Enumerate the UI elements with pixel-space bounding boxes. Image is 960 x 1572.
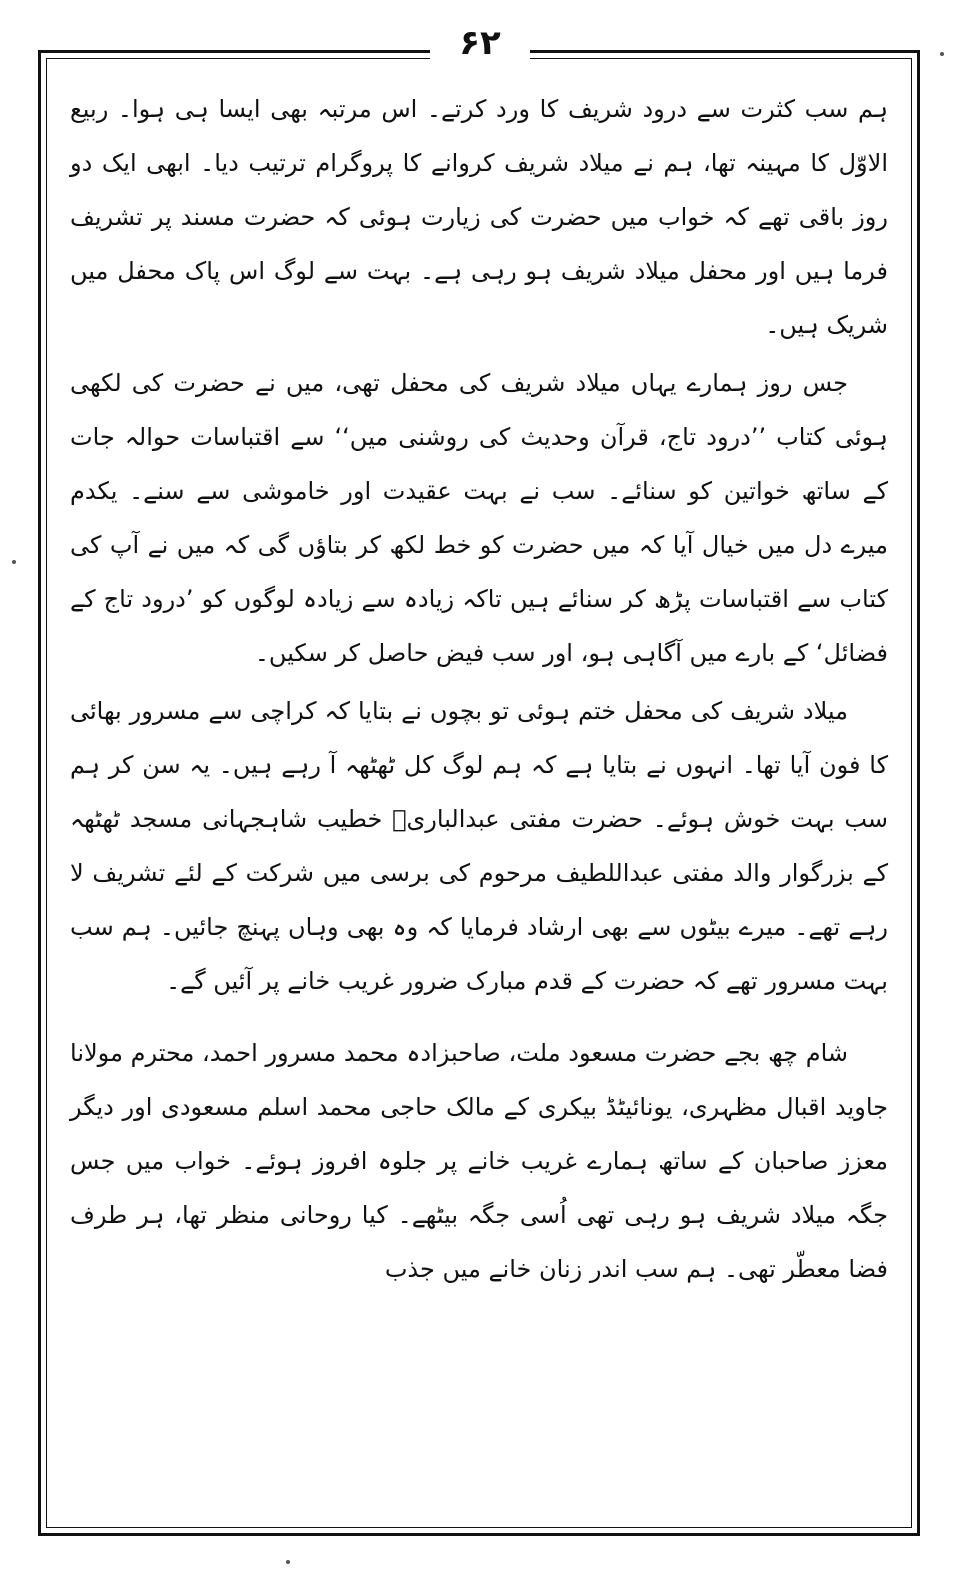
paragraph-2: جس روز ہمارے یہاں میلاد شریف کی محفل تھی، میں نے حضرت کی لکھی ہوئی کتاب ’’درود تاج، قرآن وحدیث کی روشنی میں‘‘ سے اقتباسات حوالہ جات کے ساتھ خواتین کو سنائے۔ سب نے بہت عقیدت اور خاموشی سے سنے۔ یکدم میرے دل میں خیال آیا کہ میں حضرت کو خط لکھ کر بتاؤں گی کہ میں نے آپ کی کتاب سے اقتباسات پڑھ کر سنائے ہیں تاکہ زیادہ سے زیادہ لوگوں کو ’درود تاج کے فضائل‘ کے بارے میں آگاہی ہو، اور سب فیض حاصل کر سکیں۔ (70, 369, 888, 667)
scan-speck (12, 560, 16, 564)
scan-speck (940, 52, 944, 56)
paragraph-4: شام چھ بجے حضرت مسعود ملت، صاحبزادہ محمد مسرور احمد، محترم مولانا جاوید اقبال مظہری، یونائیٹڈ بیکری کے مالک حاجی محمد اسلم مسعودی اور دیگر معزز صاحبان کے ساتھ ہمارے غریب خانے پر جلوہ افروز ہوئے۔ خواب میں جس جگہ میلاد شریف ہو رہی تھی اُسی جگہ بیٹھے۔ کیا روحانی منظر تھا، ہر طرف فضا معطّر تھی۔ ہم سب اندر زنان خانے میں جذب (70, 1039, 888, 1283)
scan-speck (286, 1560, 290, 1564)
paragraph-1: ہم سب کثرت سے درود شریف کا ورد کرتے۔ اس مرتبہ بھی ایسا ہی ہوا۔ ربیع الاوّل کا مہینہ تھا، ہم نے میلاد شریف کروانے کا پروگرام ترتیب دیا۔ ابھی ایک دو روز باقی تھے کہ خواب میں حضرت کی زیارت ہوئی کہ حضرت مسند پر تشریف فرما ہیں اور محفل میلاد شریف ہو رہی ہے۔ بہت سے لوگ اس پاک محفل میں شریک ہیں۔ (70, 95, 888, 339)
page-number: ۶۲ (430, 18, 530, 68)
paragraph-3: میلاد شریف کی محفل ختم ہوئی تو بچوں نے بتایا کہ کراچی سے مسرور بھائی کا فون آیا تھا۔ انہوں نے بتایا ہے کہ ہم لوگ کل ٹھٹھہ آ رہے ہیں۔ یہ سن کر ہم سب بہت خوش ہوئے۔ حضرت مفتی عبدالباریؔ خطیب شاہجہانی مسجد ٹھٹھہ کے بزرگوار والد مفتی عبداللطیف مرحوم کی برسی میں شرکت کے لئے تشریف لا رہے تھے۔ میرے بیٹوں سے بھی ارشاد فرمایا کہ وہ بھی وہاں پہنچ جائیں۔ ہم سب بہت مسرور تھے کہ حضرت کے قدم مبارک ضرور غریب خانے پر آئیں گے۔ (70, 697, 888, 995)
page-body (70, 82, 888, 1512)
